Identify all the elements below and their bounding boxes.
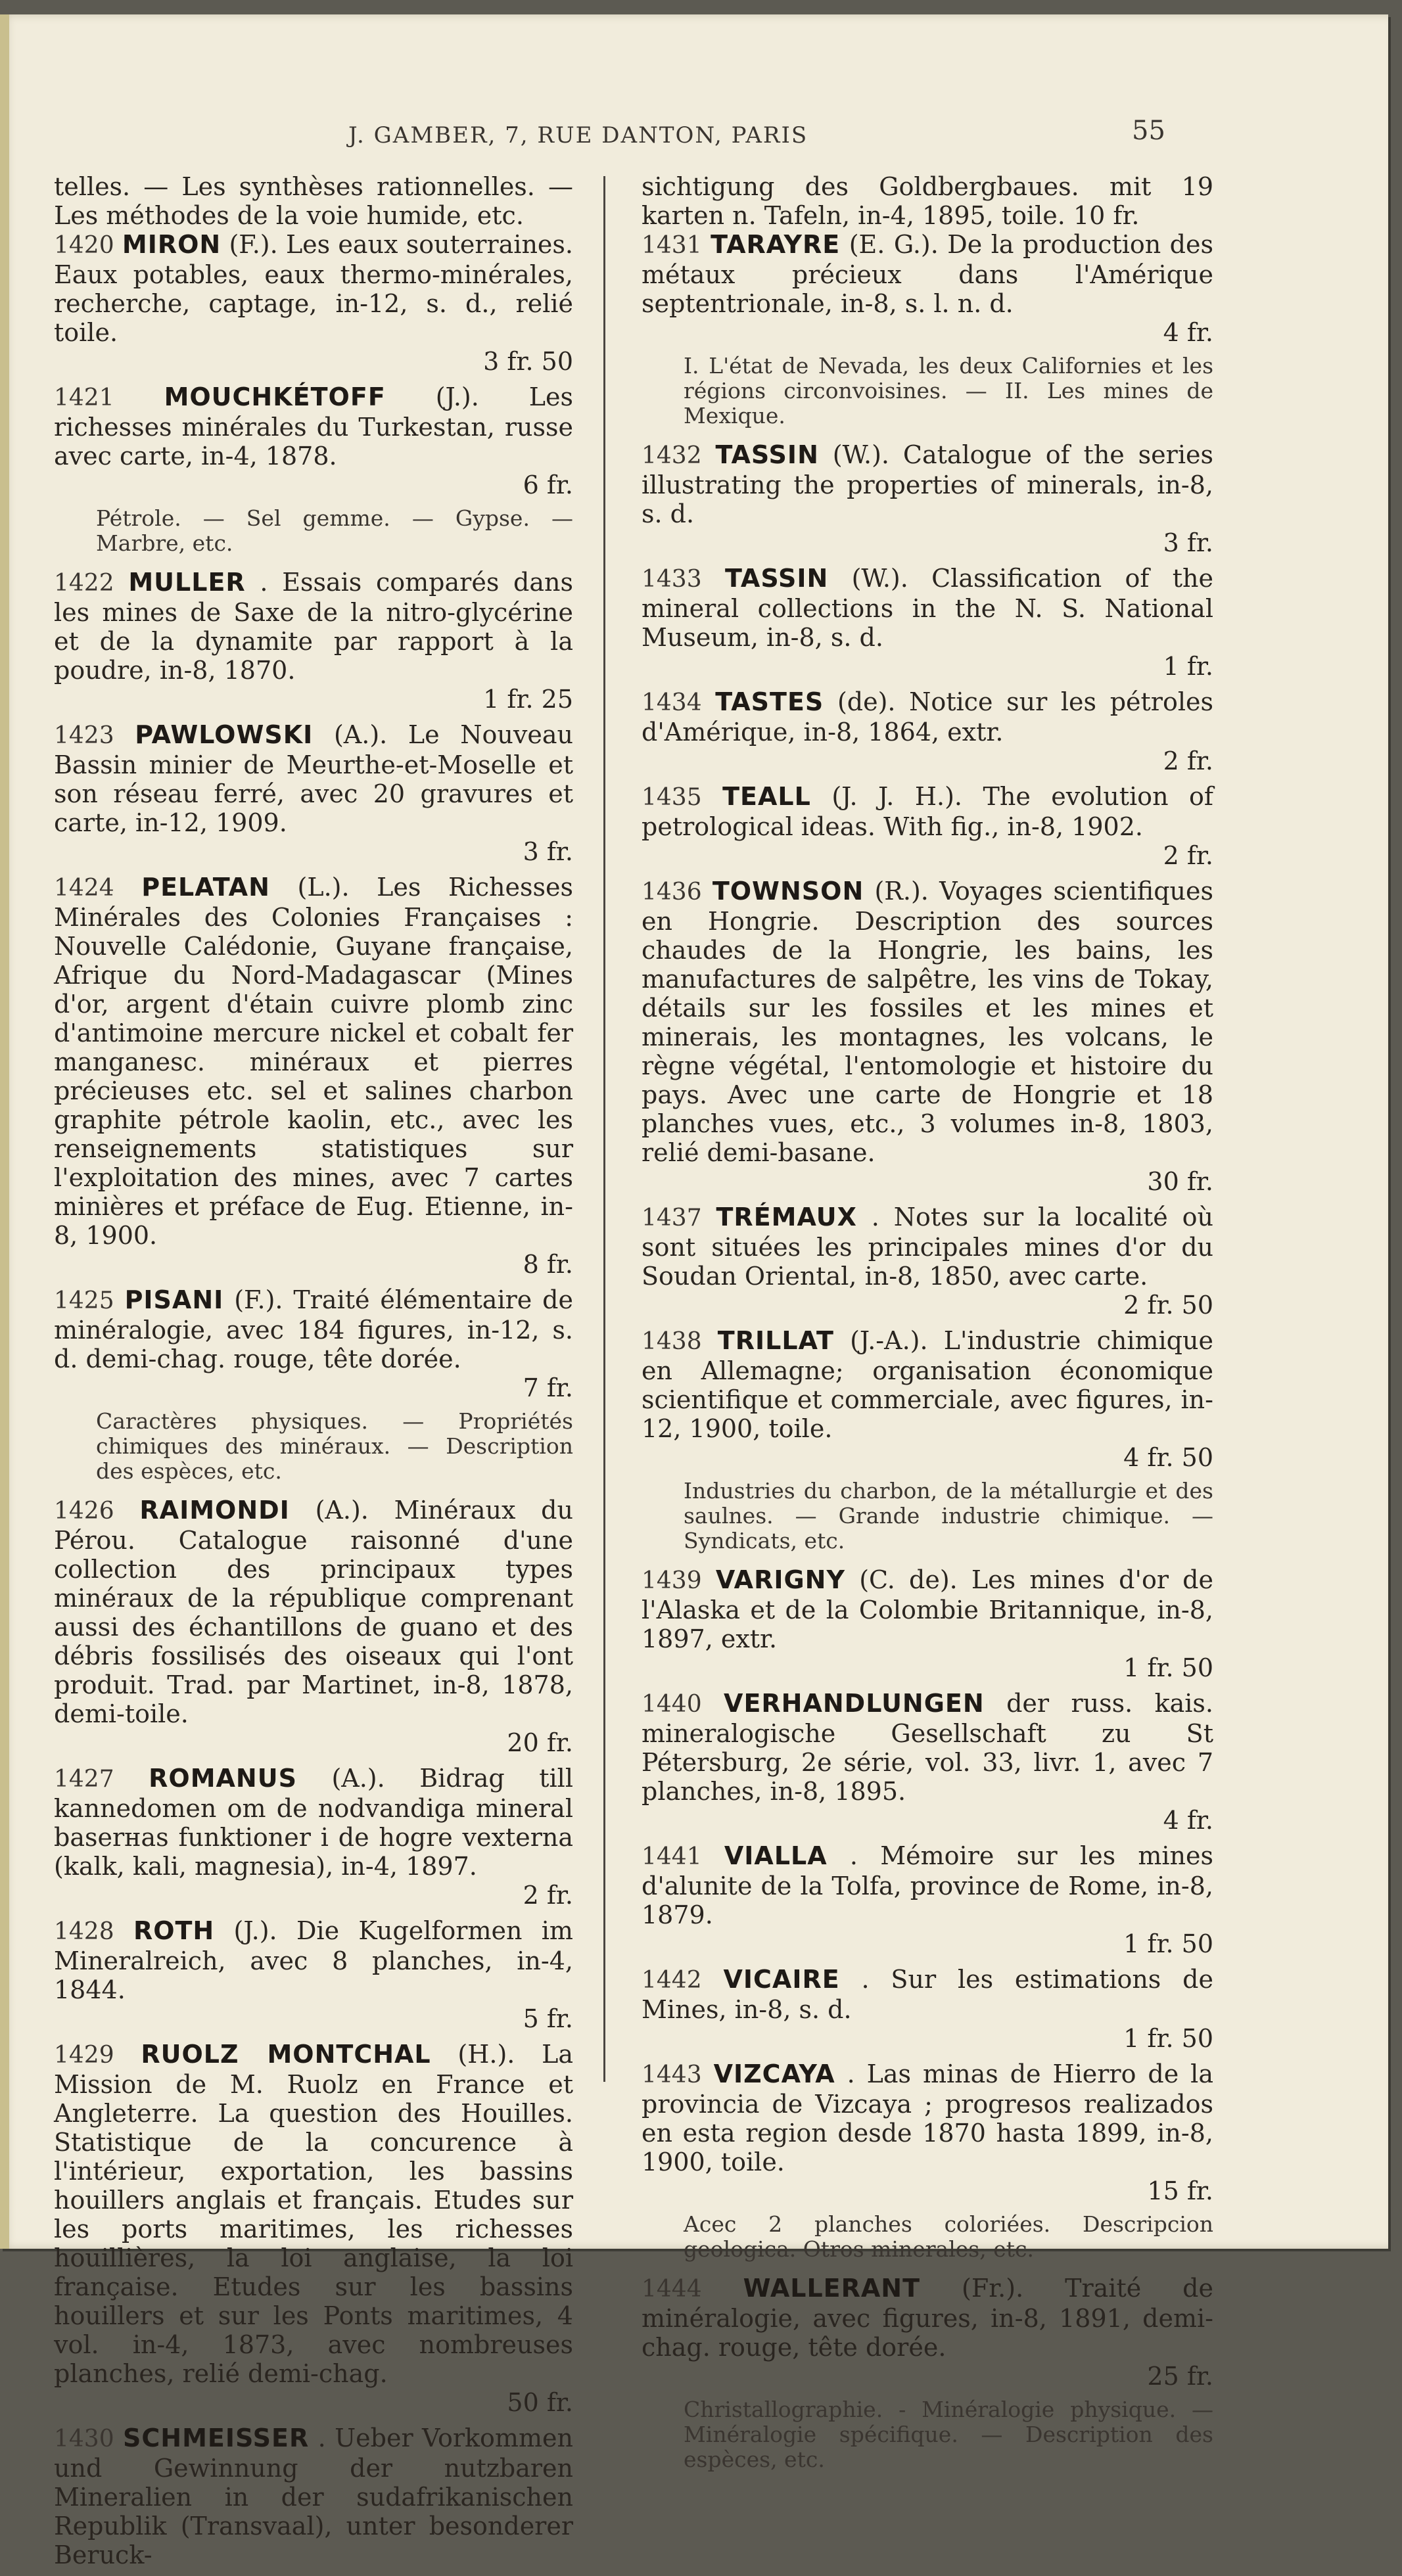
entry-list xyxy=(54,230,573,2569)
entry-number: 1431 xyxy=(642,232,702,259)
entry-price: 2 fr. xyxy=(523,1881,573,1910)
entry-number: 1441 xyxy=(642,1843,702,1870)
catalog-entry xyxy=(642,1203,1213,1320)
entry-price: 1 fr. xyxy=(1163,652,1213,681)
entry-description: (H.). La Mission de M. Ruolz en France et Angleterre. La question des Houilles. Statistique de la concurence à l'intérieur, exportation, les bassins houillers anglais et français. Etudes sur les ports maritimes, les richesses houillières, la loi anglaise, la loi française. Etudes sur les bassins houillers et sur les Ponts maritimes, 4 vol. in-4, 1873, avec nombreuses planches, relié demi-chag. xyxy=(54,2040,573,2388)
catalog-entry xyxy=(54,1285,573,1402)
catalog-entry xyxy=(642,1326,1213,1472)
entry-description: (W.). Catalogue of the series illustrating the properties of minerals, in-8, s. d. xyxy=(642,440,1213,528)
catalog-entry xyxy=(642,1965,1213,2053)
entry-number: 1420 xyxy=(54,232,114,259)
entry-number: 1428 xyxy=(54,1918,114,1945)
entry-description: . Ueber Vorkommen und Gewinnung der nutzbaren Mineralien in der sudafrikanischen Republik (Transvaal), unter besonderer Beruck- xyxy=(54,2424,573,2569)
entry-price: 3 fr. 50 xyxy=(483,347,573,376)
entry-contents-note: Caractères physiques. — Propriétés chimiques des minéraux. — Description des espèces, etc. xyxy=(96,1408,573,1484)
entry-price: 15 fr. xyxy=(1147,2176,1213,2205)
entry-description: (J.-A.). L'industrie chimique en Allemagne; organisation économique scientifique et commerciale, avec figures, in-12, 1900, toile. xyxy=(642,1326,1213,1443)
catalog-entry xyxy=(54,1764,573,1910)
entry-author: VARIGNY xyxy=(715,1565,845,1594)
entry-number: 1444 xyxy=(642,2276,702,2303)
entry-author: ROMANUS xyxy=(149,1764,297,1793)
catalog-entry xyxy=(54,2040,573,2417)
entry-author: TASSIN xyxy=(715,440,819,469)
entry-author: TASTES xyxy=(715,687,824,716)
entry-author: MIRON xyxy=(122,230,222,259)
page-number: 55 xyxy=(1132,116,1165,146)
entry-description: (Fr.). Traité de minéralogie, avec figures, in-8, 1891, demi-chag. rouge, tête dorée. xyxy=(642,2274,1213,2362)
entry-price: 3 fr. xyxy=(523,837,573,866)
entry-price: 50 fr. xyxy=(507,2388,573,2417)
continuation-text: sichtigung des Goldbergbaues. mit 19 karten n. Tafeln, in-4, 1895, toile. 10 fr. xyxy=(642,172,1213,230)
entry-list xyxy=(642,230,1213,2472)
catalog-entry xyxy=(642,440,1213,557)
entry-description: . Essais comparés dans les mines de Saxe de la nitro-glycérine et de la dynamite par rapport à la poudre, in-8, 1870. xyxy=(54,568,573,685)
entry-number: 1423 xyxy=(54,722,114,749)
entry-price: 1 fr. 50 xyxy=(1123,1653,1213,1682)
entry-price: 25 fr. xyxy=(1147,2362,1213,2391)
catalog-entry xyxy=(642,1841,1213,1958)
entry-description: (J. J. H.). The evolution of petrological ideas. With fig., in-8, 1902. xyxy=(642,782,1213,841)
catalog-entry xyxy=(54,568,573,714)
catalog-entry xyxy=(54,720,573,866)
catalog-entry xyxy=(642,1689,1213,1835)
catalog-entry xyxy=(54,2424,573,2569)
entry-number: 1436 xyxy=(642,879,702,906)
entry-price: 4 fr. xyxy=(1163,1806,1213,1835)
catalog-entry xyxy=(642,230,1213,347)
entry-author: PELATAN xyxy=(141,873,270,902)
entry-number: 1437 xyxy=(642,1205,702,1231)
entry-description: (W.). Classification of the mineral collections in the N. S. National Museum, in-8, s. d. xyxy=(642,564,1213,652)
entry-price: 4 fr. 50 xyxy=(1123,1443,1213,1472)
entry-price: 1 fr. 50 xyxy=(1123,1929,1213,1958)
entry-number: 1433 xyxy=(642,566,702,593)
catalog-entry xyxy=(54,873,573,1279)
entry-author: WALLERANT xyxy=(743,2274,921,2303)
entry-price: 2 fr. xyxy=(1163,747,1213,775)
entry-number: 1432 xyxy=(642,442,702,469)
entry-author: MOUCHKÉTOFF xyxy=(164,382,386,411)
entry-number: 1434 xyxy=(642,689,702,716)
entry-price: 20 fr. xyxy=(507,1728,573,1757)
entry-description: (F.). Traité élémentaire de minéralogie, avec 184 figures, in-12, s. d. demi-chag. rouge, tête dorée. xyxy=(54,1285,573,1373)
entry-number: 1439 xyxy=(642,1567,702,1594)
catalog-entry xyxy=(642,564,1213,681)
column-divider xyxy=(603,176,605,2082)
entry-description: (A.). Minéraux du Pérou. Catalogue raisonné d'une collection des principaux types minéraux de la république comprenant aussi des échantillons de guano et des débris fossilisés des oiseaux qui l'ont produit. Trad. par Martinet, in-8, 1878, demi-toile. xyxy=(54,1496,573,1728)
entry-description: der russ. kais. mineralogische Gesellschaft zu St Pétersburg, 2e série, vol. 33, livr. 1, avec 7 planches, in-8, 1895. xyxy=(642,1689,1213,1806)
entry-price: 7 fr. xyxy=(523,1373,573,1402)
entry-description: (J.). Die Kugelformen im Mineralreich, avec 8 planches, in-4, 1844. xyxy=(54,1916,573,2004)
entry-number: 1442 xyxy=(642,1967,702,1994)
entry-number: 1429 xyxy=(54,2042,114,2069)
entry-price: 1 fr. 25 xyxy=(483,685,573,714)
catalog-entry xyxy=(54,230,573,376)
entry-number: 1427 xyxy=(54,1766,114,1793)
entry-description: (E. G.). De la production des métaux précieux dans l'Amérique septentrionale, in-8, s. l. n. d. xyxy=(642,230,1213,318)
entry-description: (L.). Les Richesses Minérales des Colonies Françaises : Nouvelle Calédonie, Guyane française, Afrique du Nord-Madagascar (Mines d'or, argent d'étain cuivre plomb zinc d'antimoine mercure nickel et cobalt fer manganesc. minéraux et pierres précieuses etc. sel et salines charbon graphite pétrole kaolin, etc., avec les renseignements statistiques sur l'exploitation des mines, avec 7 cartes minières et préface de Eug. Etienne, in-8, 1900. xyxy=(54,873,573,1250)
continuation-text: telles. — Les synthèses rationnelles. — Les méthodes de la voie humide, etc. xyxy=(54,172,573,230)
left-column xyxy=(54,172,573,2576)
entry-number: 1430 xyxy=(54,2426,114,2452)
entry-description: (de). Notice sur les pétroles d'Amérique, in-8, 1864, extr. xyxy=(642,687,1213,747)
entry-description: (A.). Bidrag till kannedomen om de nodvandiga mineral baserнas funktioner i de hogre vexterna (kalk, kali, magnesia), in-4, 1897. xyxy=(54,1764,573,1881)
catalog-entry xyxy=(642,2059,1213,2205)
entry-price: 2 fr. xyxy=(1163,841,1213,870)
entry-price: 30 fr. xyxy=(1147,1167,1213,1196)
entry-author: ROTH xyxy=(133,1916,215,1945)
running-header: J. GAMBER, 7, RUE DANTON, PARIS xyxy=(348,122,808,149)
entry-price: 1 fr. 50 xyxy=(1123,2024,1213,2053)
entry-number: 1435 xyxy=(642,784,702,811)
entry-description: . Las minas de Hierro de la provincia de Vizcaya ; progresos realizados en esta region desde 1870 hasta 1899, in-8, 1900, toile. xyxy=(642,2059,1213,2176)
entry-contents-note: Christallographie. - Minéralogie physique. — Minéralogie spécifique. — Description des espèces, etc. xyxy=(684,2397,1213,2472)
entry-description: . Sur les estimations de Mines, in-8, s. d. xyxy=(642,1965,1213,2024)
entry-author: VICAIRE xyxy=(723,1965,840,1994)
entry-price: 2 fr. 50 xyxy=(1123,1291,1213,1320)
entry-author: TRILLAT xyxy=(717,1326,834,1355)
entry-author: VIZCAYA xyxy=(713,2059,835,2088)
entry-author: VERHANDLUNGEN xyxy=(724,1689,985,1718)
entry-author: RUOLZ MONTCHAL xyxy=(141,2040,431,2069)
page-binding-edge xyxy=(0,14,9,2249)
right-column xyxy=(642,172,1213,2484)
catalog-entry xyxy=(54,382,573,499)
catalog-entry xyxy=(642,2274,1213,2391)
entry-number: 1421 xyxy=(54,384,114,411)
catalog-entry xyxy=(54,1916,573,2033)
entry-description: (A.). Le Nouveau Bassin minier de Meurthe-et-Moselle et son réseau ferré, avec 20 gravures et carte, in-12, 1909. xyxy=(54,720,573,837)
entry-price: 5 fr. xyxy=(523,2004,573,2033)
entry-contents-note: Pétrole. — Sel gemme. — Gypse. — Marbre, etc. xyxy=(96,505,573,556)
entry-description: (R.). Voyages scientifiques en Hongrie. Description des sources chaudes de la Hongrie, les bains, les manufactures de salpêtre, les vins de Tokay, détails sur les fossiles et les mines et minerais, les montagnes, les volcans, le règne végétal, l'entomologie et histoire du pays. Avec une carte de Hongrie et 18 planches vues, etc., 3 volumes in-8, 1803, relié demi-basane. xyxy=(642,877,1213,1167)
entry-number: 1440 xyxy=(642,1691,702,1718)
entry-author: SCHMEISSER xyxy=(123,2424,310,2452)
entry-author: TARAYRE xyxy=(711,230,841,259)
entry-number: 1443 xyxy=(642,2061,702,2088)
entry-author: TOWNSON xyxy=(712,877,864,906)
entry-description: (J.). Les richesses minérales du Turkestan, russe avec carte, in-4, 1878. xyxy=(54,382,573,471)
entry-author: PISANI xyxy=(124,1285,224,1314)
entry-description: (F.). Les eaux souterraines. Eaux potables, eaux thermo-minérales, recherche, captage, in-12, s. d., relié toile. xyxy=(54,230,573,347)
entry-author: TRÉMAUX xyxy=(716,1203,857,1231)
entry-contents-note: Acec 2 planches coloriées. Descripcion geologica. Otros minerales, etc. xyxy=(684,2211,1213,2262)
entry-contents-note: I. L'état de Nevada, les deux Californies et les régions circonvoisines. — II. Les mines de Mexique. xyxy=(684,353,1213,428)
catalog-entry xyxy=(642,687,1213,775)
entry-author: TEALL xyxy=(722,782,811,811)
entry-author: MULLER xyxy=(128,568,246,597)
entry-number: 1422 xyxy=(54,570,114,597)
catalog-entry xyxy=(54,1496,573,1757)
entry-price: 8 fr. xyxy=(523,1250,573,1279)
entry-author: PAWLOWSKI xyxy=(135,720,314,749)
entry-author: RAIMONDI xyxy=(139,1496,290,1525)
entry-author: VIALLA xyxy=(724,1841,828,1870)
entry-number: 1424 xyxy=(54,875,114,902)
entry-description: . Notes sur la localité où sont situées les principales mines d'or du Soudan Oriental, in-8, 1850, avec carte. xyxy=(642,1203,1213,1291)
entry-number: 1438 xyxy=(642,1328,702,1355)
catalog-entry xyxy=(642,782,1213,870)
entry-author: TASSIN xyxy=(724,564,829,593)
catalog-entry xyxy=(642,877,1213,1196)
entry-price: 3 fr. xyxy=(1163,528,1213,557)
entry-description: . Mémoire sur les mines d'alunite de la Tolfa, province de Rome, in-8, 1879. xyxy=(642,1841,1213,1929)
entry-price: 6 fr. xyxy=(523,471,573,499)
entry-number: 1426 xyxy=(54,1498,114,1525)
entry-contents-note: Industries du charbon, de la métallurgie et des saulnes. — Grande industrie chimique. — Syndicats, etc. xyxy=(684,1478,1213,1553)
catalog-entry xyxy=(642,1565,1213,1682)
entry-description: (C. de). Les mines d'or de l'Alaska et de la Colombie Britannique, in-8, 1897, extr. xyxy=(642,1565,1213,1653)
entry-number: 1425 xyxy=(54,1287,114,1314)
entry-price: 4 fr. xyxy=(1163,318,1213,347)
